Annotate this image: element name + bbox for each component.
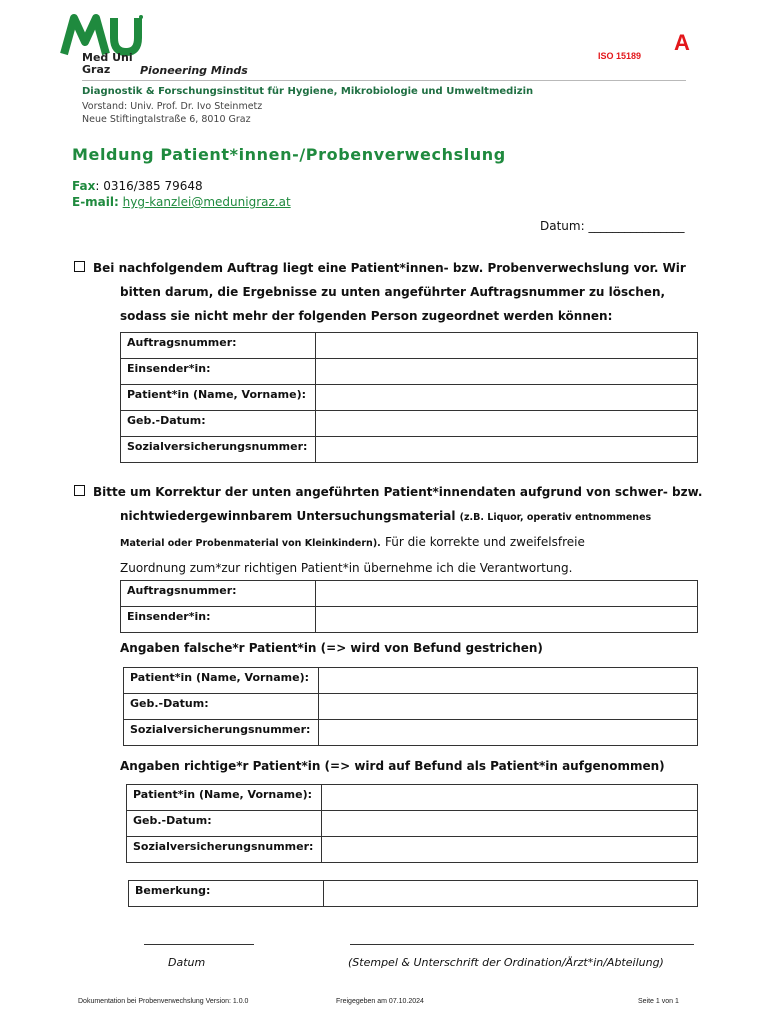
stamp-signature-line[interactable] <box>350 944 694 945</box>
institute-address: Neue Stiftingtalstraße 6, 8010 Graz <box>82 114 251 125</box>
field-label: Einsender*in: <box>121 359 316 385</box>
field-label: Sozialversicherungsnummer: <box>124 720 319 746</box>
fax-value: : 0316/385 79648 <box>95 179 203 193</box>
table-row <box>121 333 698 359</box>
institute-name: Diagnostik & Forschungsinstitut für Hygiene, Mikrobiologie und Umweltmedizin <box>82 86 534 97</box>
section1-table <box>120 332 698 463</box>
table-row <box>121 607 698 633</box>
field-input[interactable] <box>319 694 698 720</box>
institute-head: Vorstand: Univ. Prof. Dr. Ivo Steinmetz <box>82 101 263 112</box>
field-label: Geb.-Datum: <box>121 411 316 437</box>
field-input[interactable] <box>316 359 698 385</box>
remark-label: Bemerkung: <box>129 881 324 907</box>
iso-label: ISO 15189 <box>598 51 642 61</box>
logo-text: Med Uni Graz <box>82 51 133 76</box>
field-label: Auftragsnummer: <box>121 333 316 359</box>
field-label: Patient*in (Name, Vorname): <box>121 385 316 411</box>
table-row <box>129 881 698 907</box>
date-signature-label: Datum <box>168 956 206 969</box>
tagline: Pioneering Minds <box>140 64 248 77</box>
footer-page: Seite 1 von 1 <box>638 998 679 1005</box>
remark-input[interactable] <box>324 881 698 907</box>
table-row <box>121 581 698 607</box>
datum-field[interactable]: Datum: ________________ <box>540 219 685 233</box>
form-letter: A <box>674 30 690 55</box>
field-label: Geb.-Datum: <box>127 811 322 837</box>
footer-released: Freigegeben am 07.10.2024 <box>336 998 424 1005</box>
email-line <box>72 195 291 209</box>
field-label: Sozialversicherungsnummer: <box>121 437 316 463</box>
right-patient-heading: Angaben richtige*r Patient*in (=> wird auf Befund als Patient*in aufgenommen) <box>120 759 665 773</box>
field-input[interactable] <box>316 411 698 437</box>
field-label: Sozialversicherungsnummer: <box>127 837 322 863</box>
field-input[interactable] <box>316 437 698 463</box>
field-input[interactable] <box>316 581 698 607</box>
stamp-signature-label: (Stempel & Unterschrift der Ordination/Ärzt*in/Abteilung) <box>348 956 664 969</box>
field-input[interactable] <box>319 668 698 694</box>
footer-document: Dokumentation bei Probenverwechslung Version: 1.0.0 <box>78 998 249 1005</box>
wrong-patient-table <box>123 667 698 746</box>
email-label: E-mail: <box>72 195 119 209</box>
field-input[interactable] <box>322 837 698 863</box>
field-input[interactable] <box>316 607 698 633</box>
section2-table <box>120 580 698 633</box>
table-row <box>124 694 698 720</box>
table-row <box>121 385 698 411</box>
field-input[interactable] <box>322 785 698 811</box>
remark-table <box>128 880 698 907</box>
field-label: Patient*in (Name, Vorname): <box>124 668 319 694</box>
table-row <box>127 811 698 837</box>
section2-text: Bitte um Korrektur der unten angeführten Patient*innendaten aufgrund von schwer- bzw. nichtwiedergewinnbarem Untersuchungsmaterial (z.B. Liquor, operativ entnommenes Material oder Probenmaterial von Kleinkindern). Für die korrekte und zweifelsfreie Zuordnung zum*zur richtigen Patient*in übernehme ich die Verantwortung. <box>74 480 702 580</box>
fax-line <box>72 179 203 193</box>
field-label: Einsender*in: <box>121 607 316 633</box>
date-signature-line[interactable] <box>144 944 254 945</box>
section1-checkbox[interactable] <box>74 261 85 272</box>
field-input[interactable] <box>322 811 698 837</box>
field-input[interactable] <box>319 720 698 746</box>
field-label: Geb.-Datum: <box>124 694 319 720</box>
table-row <box>124 720 698 746</box>
table-row <box>124 668 698 694</box>
header-divider <box>82 80 686 81</box>
page-title: Meldung Patient*innen-/Probenverwechslung <box>72 145 506 164</box>
table-row <box>121 411 698 437</box>
field-label: Auftragsnummer: <box>121 581 316 607</box>
section1-text: Bei nachfolgendem Auftrag liegt eine Patient*innen- bzw. Probenverwechslung vor. Wir bitten darum, die Ergebnisse zu unten angeführter Auftragsnummer zu löschen, sodass sie nicht mehr der folgenden Person zugeordnet werden können: <box>74 256 686 328</box>
table-row <box>127 837 698 863</box>
field-input[interactable] <box>316 385 698 411</box>
wrong-patient-heading: Angaben falsche*r Patient*in (=> wird von Befund gestrichen) <box>120 641 543 655</box>
table-row <box>127 785 698 811</box>
table-row <box>121 359 698 385</box>
email-link[interactable]: hyg-kanzlei@medunigraz.at <box>122 195 291 209</box>
field-input[interactable] <box>316 333 698 359</box>
fax-label: Fax <box>72 179 96 193</box>
field-label: Patient*in (Name, Vorname): <box>127 785 322 811</box>
section2-checkbox[interactable] <box>74 485 85 496</box>
right-patient-table <box>126 784 698 863</box>
table-row <box>121 437 698 463</box>
institute-details <box>82 100 262 126</box>
